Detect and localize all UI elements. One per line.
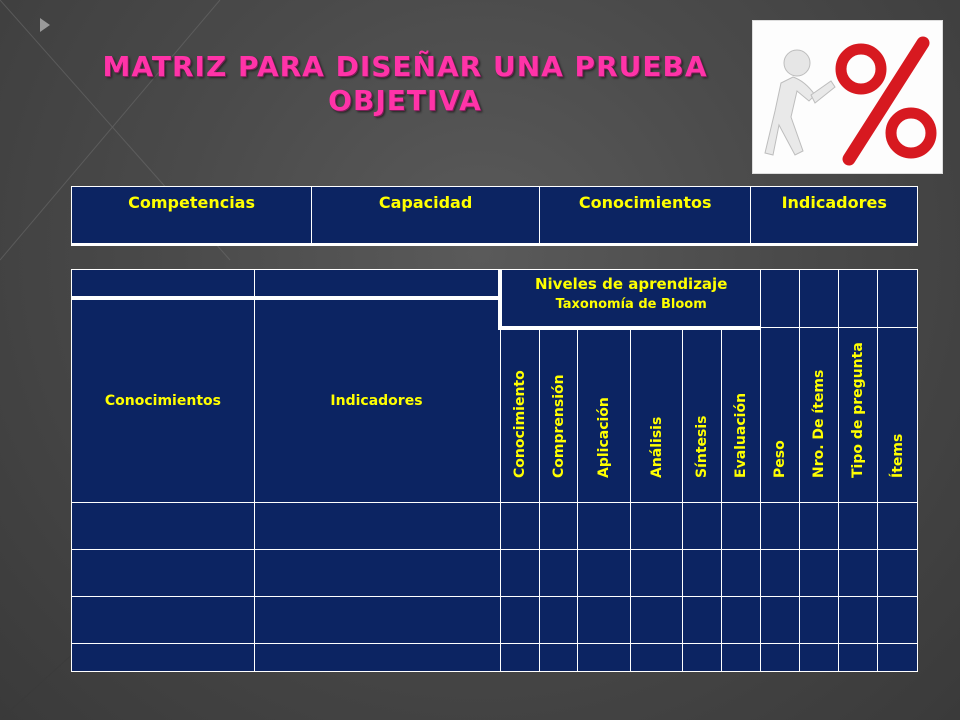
table-cell (254, 549, 500, 596)
table-cell (254, 643, 500, 671)
vheader-cell (578, 328, 631, 503)
table-cell (683, 502, 722, 549)
table-row (72, 549, 918, 596)
table-cell (800, 549, 839, 596)
table-cell (722, 502, 761, 549)
vheader-cell (683, 328, 722, 503)
percent-figure-icon (753, 21, 942, 173)
table-cell (500, 502, 539, 549)
table-cell (500, 596, 539, 643)
vheader-sintesis: Síntesis (694, 414, 711, 478)
table-cell (539, 596, 578, 643)
table-cell (722, 643, 761, 671)
table-cell (800, 502, 839, 549)
table-cell (631, 596, 683, 643)
vheader-nro-items: Nro. De ítems (811, 369, 828, 478)
table-cell (578, 596, 631, 643)
table-row (72, 643, 918, 671)
table-cell (800, 643, 839, 671)
title-line-2: OBJETIVA (328, 84, 482, 117)
table-cell (500, 549, 539, 596)
header-capacidad: Capacidad (312, 187, 540, 245)
table-cell (878, 502, 918, 549)
title-line-1: MATRIZ PARA DISEÑAR UNA PRUEBA (102, 50, 708, 83)
niveles-group-header (500, 270, 761, 328)
table-cell (539, 643, 578, 671)
table-cell (722, 596, 761, 643)
table-cell (761, 596, 800, 643)
vheader-analisis: Análisis (648, 416, 665, 478)
table-cell (72, 502, 255, 549)
table-cell (878, 643, 918, 671)
bloom-matrix-table (71, 269, 918, 672)
vheader-cell (722, 328, 761, 503)
table-cell (683, 549, 722, 596)
table-cell (839, 596, 878, 643)
vheader-tipo-pregunta: Tipo de pregunta (850, 341, 867, 478)
blank-cell (878, 270, 918, 328)
table-cell (878, 549, 918, 596)
vheader-evaluacion: Evaluación (733, 392, 750, 478)
competencias-table (71, 186, 918, 246)
table-cell (72, 596, 255, 643)
table-cell (839, 549, 878, 596)
table-cell (878, 596, 918, 643)
vheader-cell (631, 328, 683, 503)
table-cell (800, 596, 839, 643)
table-cell (631, 502, 683, 549)
vheader-cell (539, 328, 578, 503)
vheader-cell (839, 328, 878, 503)
table-cell (761, 502, 800, 549)
header-competencias: Competencias (72, 187, 312, 245)
table-cell (839, 643, 878, 671)
header-indicadores: Indicadores (751, 187, 918, 245)
table-cell (578, 643, 631, 671)
table-cell (683, 643, 722, 671)
table-cell (578, 549, 631, 596)
vheader-peso: Peso (772, 439, 789, 478)
table-cell (839, 502, 878, 549)
table-cell (761, 549, 800, 596)
table-cell (254, 502, 500, 549)
col-indicadores: Indicadores (254, 298, 500, 503)
table-cell (631, 643, 683, 671)
table-cell (500, 643, 539, 671)
table-cell (539, 549, 578, 596)
table-cell (72, 643, 255, 671)
blank-cell (800, 270, 839, 328)
vheader-cell (500, 328, 539, 503)
col-conocimientos: Conocimientos (72, 298, 255, 503)
vheader-items: Ítems (889, 433, 906, 478)
vheader-conocimiento: Conocimiento (511, 369, 528, 478)
percent-figure-image (752, 20, 943, 174)
table-cell (683, 596, 722, 643)
table-cell (539, 502, 578, 549)
group-title: Niveles de aprendizaje (534, 275, 728, 293)
blank-cell (254, 270, 500, 298)
blank-cell (761, 270, 800, 328)
vheader-aplicacion: Aplicación (596, 396, 613, 478)
table-cell (722, 549, 761, 596)
table-cell (578, 502, 631, 549)
vheader-comprension: Comprensión (550, 373, 567, 478)
blank-cell (839, 270, 878, 328)
group-subtitle: Taxonomía de Bloom (555, 297, 707, 312)
table-cell (631, 549, 683, 596)
vheader-cell (761, 328, 800, 503)
header-conocimientos: Conocimientos (540, 187, 751, 245)
table-row (72, 502, 918, 549)
table-cell (761, 643, 800, 671)
vheader-cell (800, 328, 839, 503)
table-cell (254, 596, 500, 643)
vheader-cell (878, 328, 918, 503)
blank-cell (72, 270, 255, 298)
table-row (72, 596, 918, 643)
slide-title (80, 50, 730, 118)
table-cell (72, 549, 255, 596)
